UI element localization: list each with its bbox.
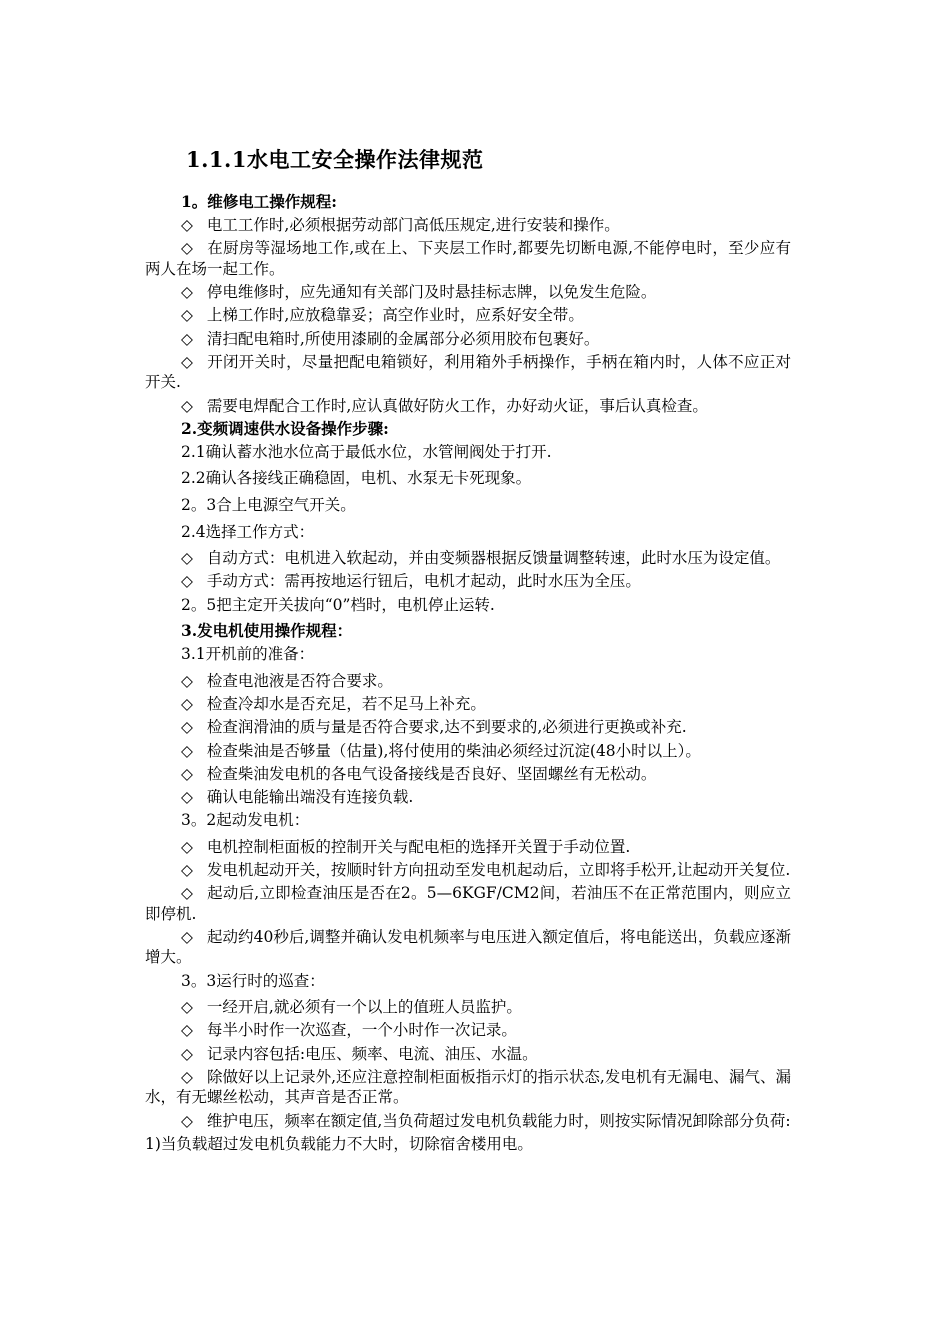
bullet-item (145, 860, 791, 881)
diamond-bullet-icon: ◇ (181, 741, 193, 760)
paragraph-text: 起动约40秒后,调整并确认发电机频率与电压进入额定值后，将电能送出，负载应逐渐增大。 (145, 927, 792, 967)
diamond-bullet-icon: ◇ (181, 329, 193, 348)
paragraph-text: 检查柴油是否够量（估量),将付使用的柴油必须经过沉淀(48小时以上）。 (206, 741, 701, 760)
paragraph-text: 1)当负载超过发电机负载能力不大时，切除宿舍楼用电。 (145, 1134, 533, 1153)
paragraph-text: 电工工作时,必须根据劳动部门高低压规定,进行安装和操作。 (206, 216, 620, 235)
bullet-item (145, 927, 791, 968)
paragraph-text: 检查润滑油的质与量是否符合要求,达不到要求的,必须进行更换或补充. (206, 718, 687, 737)
bullet-item (145, 787, 791, 808)
bullet-item (145, 671, 791, 692)
bullet-item (145, 305, 791, 326)
diamond-bullet-icon: ◇ (181, 927, 193, 946)
bullet-item (145, 215, 791, 236)
section-heading (145, 621, 791, 642)
diamond-bullet-icon: ◇ (181, 1021, 193, 1040)
paragraph-text: 3.发电机使用操作规程： (181, 621, 353, 641)
diamond-bullet-icon: ◇ (181, 306, 193, 325)
paragraph-text: 清扫配电箱时,所使用漆刷的金属部分必须用胶布包裹好。 (206, 329, 600, 348)
paragraph-text: 一经开启,就必须有一个以上的值班人员监护。 (206, 998, 522, 1017)
bullet-item (145, 997, 791, 1018)
paragraph-text: 2.2确认各接线正确稳固，电机、水泵无卡死现象。 (181, 469, 532, 488)
page-title: 1.1.1水电工安全操作法律规范 (186, 147, 484, 172)
diamond-bullet-icon: ◇ (181, 572, 193, 591)
step-item (145, 495, 791, 516)
paragraph-text: 停电维修时，应先通知有关部门及时悬挂标志牌，以免发生危险。 (206, 283, 657, 302)
paragraph-text: 手动方式：需再按地运行钮后，电机才起动，此时水压为全压。 (206, 572, 641, 591)
paragraph-text: 维护电压，频率在额定值,当负荷超过发电机负载能力时，则按实际情况卸除部分负荷: (206, 1111, 791, 1130)
paragraph-text: 检查冷却水是否充足，若不足马上补充。 (206, 695, 486, 714)
paragraph-text: 发电机起动开关，按顺时针方向扭动至发电机起动后，立即将手松开,让起动开关复位. (206, 860, 791, 879)
diamond-bullet-icon: ◇ (181, 860, 193, 879)
paragraph-text: 确认电能输出端没有连接负载. (206, 787, 414, 806)
paragraph-text: 自动方式：电机进入软起动，并由变频器根据反馈量调整转速，此时水压为设定值。 (206, 549, 781, 568)
step-item (145, 522, 791, 543)
bullet-item (145, 764, 791, 785)
paragraph-text: 2.1确认蓄水池水位高于最低水位，水管闸阀处于打开. (181, 442, 552, 461)
step-item (145, 971, 791, 992)
diamond-bullet-icon: ◇ (181, 216, 193, 235)
diamond-bullet-icon: ◇ (181, 764, 193, 783)
paragraph-text: 电机控制柜面板的控制开关与配电柜的选择开关置于手动位置. (206, 837, 631, 856)
paragraph-text: 3。2起动发电机： (181, 811, 310, 830)
paragraph-text: 起动后,立即检查油压是否在2。5—6KGF/CM2间，若油压不在正常范围内，则应立即停机. (145, 884, 791, 923)
bullet-item (145, 352, 791, 393)
step-item (145, 644, 791, 665)
paragraph-text: 每半小时作一次巡查，一个小时作一次记录。 (206, 1021, 517, 1040)
diamond-bullet-icon: ◇ (181, 1111, 193, 1130)
paragraph-text: 2.4选择工作方式： (181, 522, 315, 541)
section-heading (145, 419, 791, 440)
bullet-item (145, 717, 791, 738)
paragraph-text: 检查电池液是否符合要求。 (206, 672, 393, 690)
diamond-bullet-icon: ◇ (181, 672, 193, 690)
paragraph-text: 开闭开关时，尽量把配电箱锁好，利用箱外手柄操作，手柄在箱内时，人体不应正对开关. (145, 352, 791, 392)
diamond-bullet-icon: ◇ (181, 239, 194, 258)
paragraph-text: 检查柴油发电机的各电气设备接线是否良好、坚固螺丝有无松动。 (206, 764, 657, 783)
paragraph-text: 在厨房等湿场地工作,或在上、下夹层工作时,都要先切断电源,不能停电时，至少应有两人在场一起工作。 (145, 239, 791, 278)
diamond-bullet-icon: ◇ (181, 1067, 193, 1086)
paragraph-text: 1。维修电工操作规程: (181, 192, 338, 211)
list-item (145, 1134, 791, 1155)
diamond-bullet-icon: ◇ (181, 884, 194, 903)
bullet-item (145, 396, 791, 417)
paragraph-text: 需要电焊配合工作时,应认真做好防火工作，办好动火证，事后认真检查。 (206, 396, 708, 415)
bullet-item (145, 329, 791, 350)
paragraph-text: 记录内容包括:电压、频率、电流、油压、水温。 (206, 1044, 538, 1063)
paragraph-text: 上梯工作时,应放稳靠妥；高空作业时，应系好安全带。 (206, 306, 584, 325)
diamond-bullet-icon: ◇ (181, 1044, 193, 1063)
paragraph-text: 2.变频调速供水设备操作步骤: (181, 418, 389, 438)
step-item (145, 468, 791, 489)
paragraph-text: 2。3合上电源空气开关。 (181, 496, 356, 515)
bullet-item (145, 571, 791, 592)
diamond-bullet-icon: ◇ (181, 396, 193, 415)
diamond-bullet-icon: ◇ (181, 549, 193, 568)
step-item (145, 810, 791, 831)
bullet-item (145, 837, 791, 858)
bullet-item (145, 1067, 791, 1108)
bullet-item (145, 1044, 791, 1065)
paragraph-text: 3.1开机前的准备： (181, 645, 315, 664)
bullet-item (145, 238, 791, 279)
paragraph-text: 除做好以上记录外,还应注意控制柜面板指示灯的指示状态,发电机有无漏电、漏气、漏水，有无螺丝松动，其声音是否正常。 (145, 1067, 792, 1107)
diamond-bullet-icon: ◇ (181, 718, 193, 737)
bullet-item (145, 1111, 791, 1132)
bullet-item (145, 883, 791, 924)
bullet-item (145, 282, 791, 303)
diamond-bullet-icon: ◇ (181, 352, 194, 371)
diamond-bullet-icon: ◇ (181, 998, 193, 1017)
paragraph-text: 2。5把主定开关拔向“0”档时，电机停止运转. (181, 595, 495, 614)
diamond-bullet-icon: ◇ (181, 283, 193, 302)
bullet-item (145, 741, 791, 762)
diamond-bullet-icon: ◇ (181, 787, 193, 806)
section-heading (145, 192, 791, 213)
step-item (145, 595, 791, 616)
diamond-bullet-icon: ◇ (181, 837, 193, 856)
document-body (145, 192, 791, 1157)
bullet-item (145, 548, 791, 569)
bullet-item (145, 1020, 791, 1041)
step-item (145, 442, 791, 463)
paragraph-text: 3。3运行时的巡查： (181, 971, 325, 990)
diamond-bullet-icon: ◇ (181, 695, 193, 714)
bullet-item (145, 694, 791, 715)
